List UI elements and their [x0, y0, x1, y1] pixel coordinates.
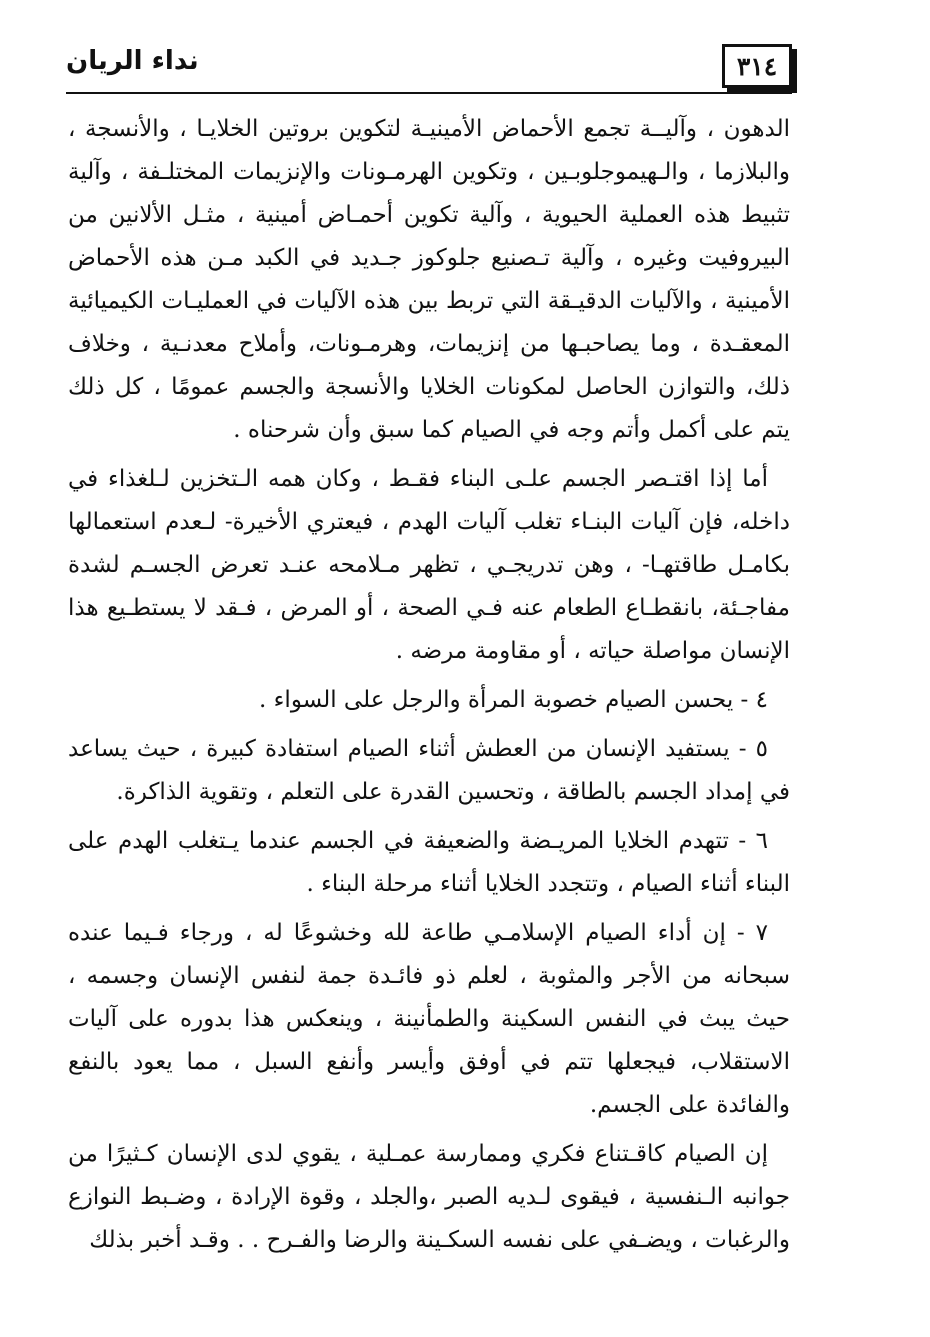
list-item: ٥ - يستفيد الإنسان من العطش أثناء الصيام استفادة كبيرة ، حيث يساعد في إمداد الجسم بالطاقة ، وتحسين القدرة على التعلم ، وتقوية الذاكرة.: [68, 736, 790, 805]
list-item: ٤ - يحسن الصيام خصوبة المرأة والرجل على السواء .: [259, 687, 768, 713]
list-item: ٧ - إن أداء الصيام الإسلامـي طاعة لله وخشوعًا له ، ورجاء فـيما عنده سبحانه من الأجر والمثوبة ، لعلم ذو فائـدة جمة لنفس الإنسان وجسمه ، حيث يبث في النفس السكينة والطمأنينة ، وينعكس هذا بدوره على آليات الاستقلاب، فيجعلها تتم في أوفق وأيسر وأنفع السبل ، مما يعود بالنفع والفائدة على الجسم.: [68, 920, 790, 1118]
paragraph: الدهون ، وآليــة تجمع الأحماض الأمينيـة لتكوين بروتين الخلايـا ، والأنسجة ، والبلازما ، والـهيموجلوبـين ، وتكوين الهرمـونات والإنزيمات المختلـفة ، وآلية تثبيط هذه العملية الحيوية ، وآلية تكوين أحمـاض أمينية ، مثـل الألانين من البيروفيت وغيره ، وآلية تـصنيع جلوكوز جـديد في الكبد مـن هذه الأحماض الأمينية ، والآليات الدقيـقة التي تربط بين هذه الآليات في العمليـات الكيميائية المعقـدة ، وما يصاحبـها من إنزيمات، وهرمـونات، وأملاح معدنـية ، وخلاف ذلك، والتوازن الحاصل لمكونات الخلايا والأنسجة والجسم عمومًا ، كل ذلك يتم على أكمل وأتم وجه في الصيام كما سبق وأن شرحناه .: [68, 116, 790, 443]
running-title: نداء الريان: [66, 46, 199, 76]
page-body: [68, 108, 790, 1268]
list-item: ٦ - تتهدم الخلايا المريـضة والضعيفة في الجسم عندما يـتغلب الهدم على البناء أثناء الصيام ، وتتجدد الخلايا أثناء مرحلة البناء .: [68, 828, 790, 897]
paragraph: أما إذا اقتـصر الجسم علـى البناء فقـط ، وكان همه الـتخزين لـلغذاء في داخله، فإن آليات البنـاء تغلب آليات الهدم ، فيعتري الأخيرة- لـعدم استعمالها بكامـل طاقتهـا- ، وهن تدريجـي ، تظهر مـلامحه عنـد تعرض الجسـم لشدة مفاجـئة، بانقطـاع الطعام عنه فـي الصحة ، أو المرض ، فـقد لا يستطـيع هذا الإنسان مواصلة حياته ، أو مقاومة مرضه .: [68, 466, 790, 664]
page-number: ٣١٤: [722, 44, 792, 88]
paragraph: إن الصيام كاقـتناع فكري وممارسة عمـلية ، يقوي لدى الإنسان كـثيرًا من جوانبه الـنفسية ، فيقوى لـديه الصبر ،والجلد ، وقوة الإرادة ، وضـبط النوازع والرغبات ، ويضـفي على نفسه السكـينة والرضا والفـرح . . وقـد أخبر بذلك: [68, 1141, 790, 1253]
page-header: [66, 38, 792, 96]
header-divider: [66, 92, 792, 94]
